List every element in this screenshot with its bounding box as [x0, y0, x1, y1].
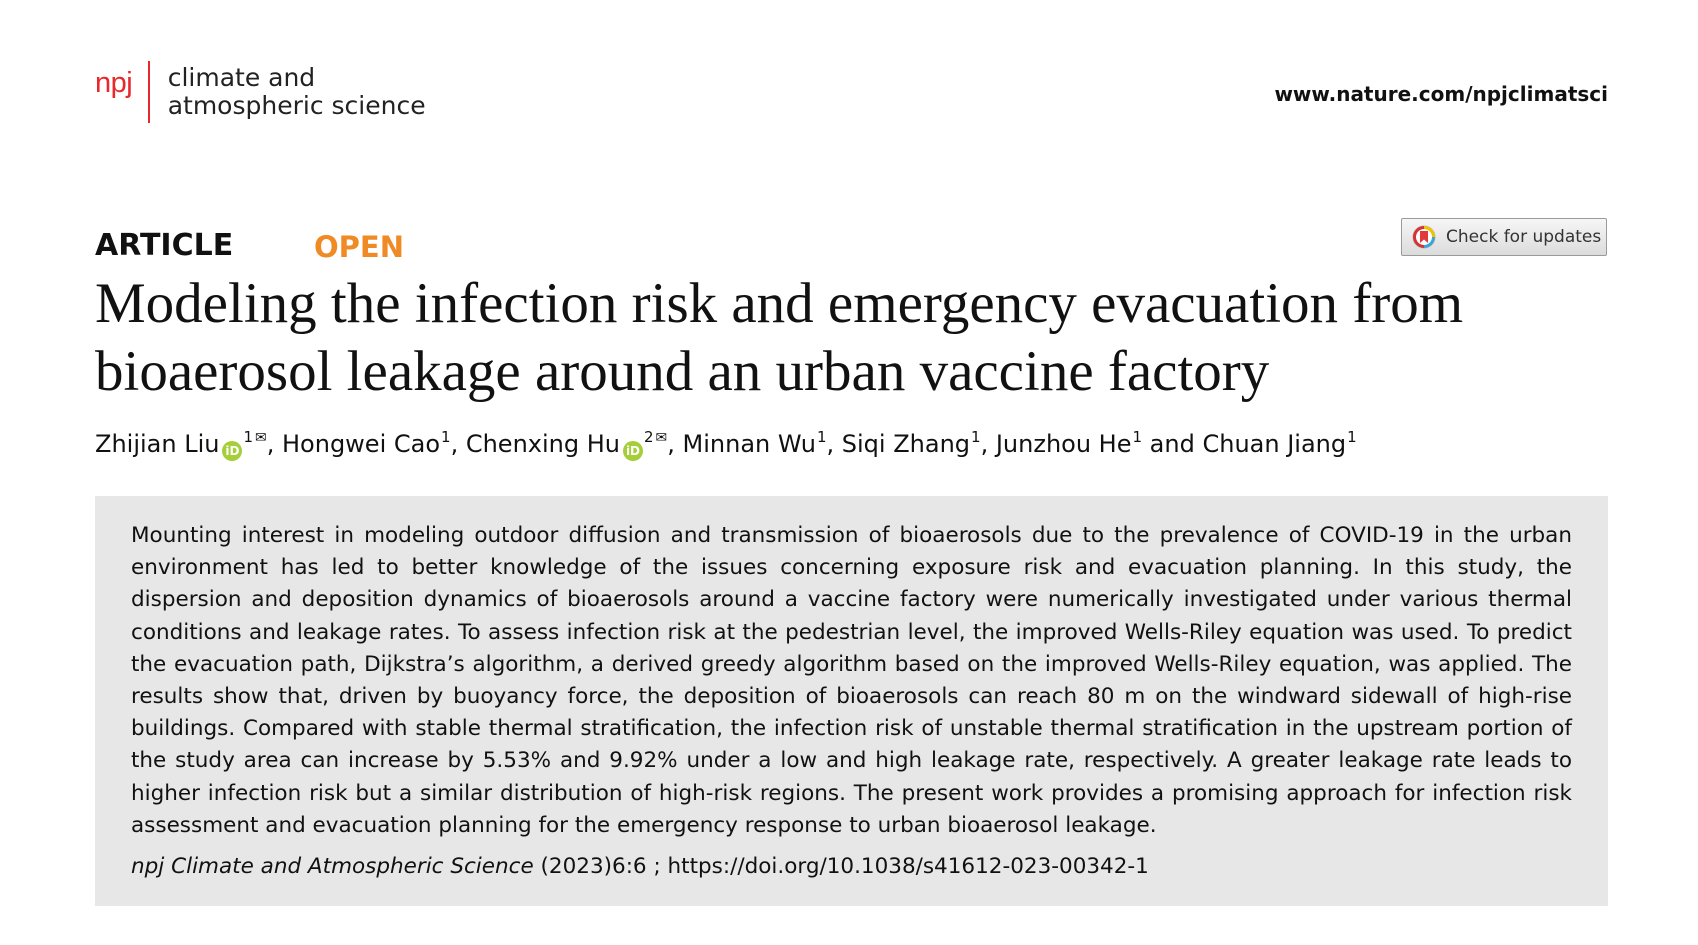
crossmark-icon	[1412, 225, 1436, 249]
author-name[interactable]: Hongwei Cao	[282, 430, 441, 458]
author-name[interactable]: Chenxing Hu	[465, 430, 620, 458]
check-for-updates-label: Check for updates	[1446, 227, 1602, 247]
npj-logo-text: npj	[95, 66, 133, 99]
open-access-label: OPEN	[314, 230, 404, 264]
mail-icon[interactable]: ✉	[655, 430, 668, 446]
journal-name-line2: atmospheric science	[167, 91, 426, 120]
author-separator: ,	[450, 430, 466, 458]
affiliation-marker: 1	[971, 428, 981, 446]
affiliation-marker: 1	[1132, 428, 1143, 446]
author-name[interactable]: Chuan Jiang	[1202, 430, 1347, 458]
logo-divider	[148, 61, 150, 123]
citation-doi[interactable]: (2023)6:6 ; https://doi.org/10.1038/s41612-023-00342-1	[533, 854, 1149, 880]
author-list	[95, 428, 1615, 461]
affiliation-marker: 2	[643, 428, 654, 446]
author-separator: ,	[826, 430, 842, 458]
author-name[interactable]: Minnan Wu	[682, 430, 816, 458]
journal-logo[interactable]	[95, 60, 426, 124]
citation-journal: npj Climate and Atmospheric Science	[131, 854, 534, 880]
citation-line	[131, 854, 1572, 879]
mail-icon[interactable]: ✉	[255, 430, 267, 446]
affiliation-marker: 1	[243, 428, 253, 446]
orcid-icon[interactable]: iD	[222, 441, 242, 461]
author-separator: ,	[667, 430, 683, 458]
affiliation-marker: 1	[816, 428, 827, 446]
author-separator: ,	[980, 430, 996, 458]
abstract-text: Mounting interest in modeling outdoor diffusion and transmission of bioaerosols due to the prevalence of COVID-19 in the urban environment has led to better knowledge of the issues concerning exposure risk and evacuation planning. In this study, the dispersion and deposition dynamics of bioaerosols around a vaccine factory were numerically investigated under various thermal conditions and leakage rates. To assess infection risk at the pedestrian level, the improved Wells-Riley equation was used. To predict the evacuation path, Dijkstra’s algorithm, a derived greedy algorithm based on the improved Wells-Riley equation, was applied. The results show that, driven by buoyancy force, the deposition of bioaerosols can reach 80 m on the windward sidewall of high-rise buildings. Compared with stable thermal stratification, the infection risk of unstable thermal stratification in the upstream portion of the study area can increase by 5.53% and 9.92% under a low and high leakage rate, respectively. A greater leakage rate leads to higher infection risk but a similar distribution of high-risk regions. The present work provides a promising approach for infection risk assessment and evacuation planning for the emergency response to urban bioaerosol leakage.	[131, 523, 1572, 838]
abstract-panel	[95, 496, 1608, 906]
article-title: Modeling the infection risk and emergency evacuation from bioaerosol leakage around an urban vaccine factory	[95, 272, 1464, 403]
author-name[interactable]: Siqi Zhang	[841, 430, 971, 458]
author-name[interactable]: Zhijian Liu	[95, 430, 220, 458]
check-for-updates-button[interactable]	[1401, 218, 1607, 256]
author-name[interactable]: Junzhou He	[995, 430, 1132, 458]
affiliation-marker: 1	[1347, 428, 1357, 446]
orcid-icon[interactable]: iD	[623, 441, 643, 461]
author-separator: ,	[266, 430, 282, 458]
affiliation-marker: 1	[441, 428, 451, 446]
article-type-label: ARTICLE	[95, 228, 234, 263]
author-separator: and	[1142, 430, 1203, 458]
journal-name-line1: climate and	[167, 63, 316, 92]
journal-url-link[interactable]: www.nature.com/npjclimatsci	[1274, 82, 1608, 106]
journal-name	[168, 64, 426, 120]
